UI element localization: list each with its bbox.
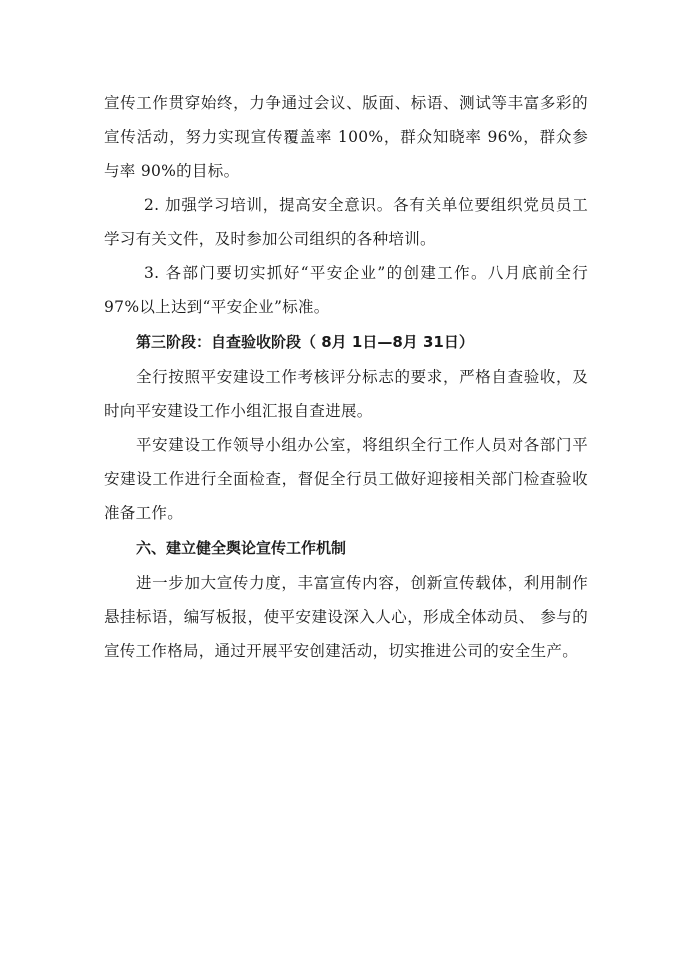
list-item-training: 2. 加强学习培训，提高安全意识。各有关单位要组织党员员工学习有关文件，及时参加公司组织的各种培训。 xyxy=(104,196,588,248)
section-heading-publicity-mechanism: 六、建立健全舆论宣传工作机制 xyxy=(136,539,347,557)
paragraph-leadership-inspection: 平安建设工作领导小组办公室，将组织全行工作人员对各部门平安建设工作进行全面检查，督促全行员工做好迎接相关部门检查验收准备工作。 xyxy=(104,436,588,522)
paragraph-publicity-goals: 宣传工作贯穿始终，力争通过会议、版面、标语、测试等丰富多彩的宣传活动，努力实现宣传覆盖率 100%，群众知晓率 96%，群众参与率 90%的目标。 xyxy=(104,94,588,180)
section-heading-stage-three: 第三阶段：自查验收阶段（ 8月 1日—8月 31日） xyxy=(136,333,474,351)
document-body xyxy=(104,86,588,668)
paragraph-self-inspection: 全行按照平安建设工作考核评分标志的要求，严格自查验收，及时向平安建设工作小组汇报自查进展。 xyxy=(104,368,588,420)
list-item-safe-enterprise: 3. 各部门要切实抓好“平安企业”的创建工作。八月底前全行97%以上达到“平安企业”标准。 xyxy=(104,264,588,316)
paragraph-publicity-efforts: 进一步加大宣传力度，丰富宣传内容，创新宣传载体，利用制作悬挂标语，编写板报，使平安建设深入人心，形成全体动员、 参与的宣传工作格局，通过开展平安创建活动，切实推进公司的安全生产。 xyxy=(104,574,588,660)
